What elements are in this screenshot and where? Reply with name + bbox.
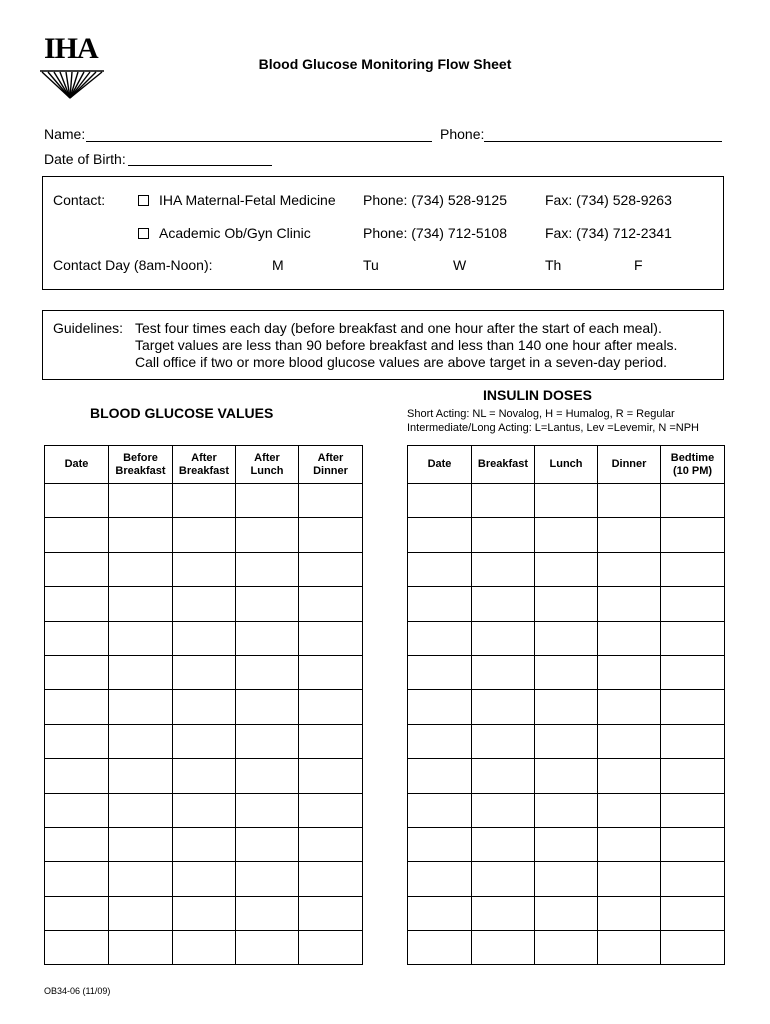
entry-cell[interactable] — [408, 931, 472, 965]
form-code: OB34-06 (11/09) — [44, 986, 111, 996]
entry-cell[interactable] — [299, 518, 363, 552]
entry-cell[interactable] — [472, 621, 535, 655]
entry-cell[interactable] — [535, 690, 598, 724]
column-header-breakfast: Breakfast — [472, 446, 535, 484]
entry-cell[interactable] — [109, 552, 173, 586]
entry-cell[interactable] — [109, 690, 173, 724]
column-header-lunch: Lunch — [535, 446, 598, 484]
entry-cell[interactable] — [173, 690, 236, 724]
entry-cell[interactable] — [109, 896, 173, 930]
table-row — [408, 759, 725, 793]
entry-cell[interactable] — [661, 621, 725, 655]
entry-cell[interactable] — [408, 690, 472, 724]
entry-cell[interactable] — [598, 896, 661, 930]
entry-cell[interactable] — [299, 587, 363, 621]
entry-cell[interactable] — [472, 896, 535, 930]
entry-cell[interactable] — [535, 931, 598, 965]
entry-cell[interactable] — [661, 862, 725, 896]
entry-cell[interactable] — [299, 896, 363, 930]
table-row — [408, 484, 725, 518]
entry-cell[interactable] — [173, 655, 236, 689]
entry-cell[interactable] — [109, 931, 173, 965]
entry-cell[interactable] — [598, 552, 661, 586]
entry-cell[interactable] — [173, 896, 236, 930]
entry-cell[interactable] — [535, 621, 598, 655]
contact-day-w[interactable]: W — [453, 257, 467, 273]
table-row — [408, 552, 725, 586]
entry-cell[interactable] — [45, 518, 109, 552]
guidelines-label: Guidelines: — [53, 320, 124, 336]
entry-cell[interactable] — [299, 690, 363, 724]
entry-cell[interactable] — [236, 690, 299, 724]
table-row — [408, 518, 725, 552]
entry-cell[interactable] — [109, 655, 173, 689]
entry-cell[interactable] — [173, 793, 236, 827]
entry-cell[interactable] — [173, 621, 236, 655]
entry-cell[interactable] — [299, 862, 363, 896]
table-row — [408, 931, 725, 965]
contact-box — [42, 176, 724, 290]
table-row — [45, 484, 363, 518]
contact-fax-academic-obgyn: Fax: (734) 712-2341 — [545, 225, 672, 241]
page-title: Blood Glucose Monitoring Flow Sheet — [258, 56, 512, 72]
entry-cell[interactable] — [535, 862, 598, 896]
entry-cell[interactable] — [45, 587, 109, 621]
table-row — [45, 827, 363, 861]
entry-cell[interactable] — [598, 690, 661, 724]
table-row — [45, 587, 363, 621]
entry-cell[interactable] — [472, 724, 535, 758]
column-header-after-breakfast: After Breakfast — [173, 446, 236, 484]
table-row — [408, 621, 725, 655]
entry-cell[interactable] — [598, 655, 661, 689]
entry-cell[interactable] — [299, 793, 363, 827]
entry-cell[interactable] — [408, 759, 472, 793]
guideline-line: Call office if two or more blood glucose values are above target in a seven-day period. — [135, 354, 668, 370]
entry-cell[interactable] — [45, 690, 109, 724]
entry-cell[interactable] — [299, 931, 363, 965]
entry-cell[interactable] — [535, 896, 598, 930]
entry-cell[interactable] — [408, 793, 472, 827]
column-header-after-dinner: After Dinner — [299, 446, 363, 484]
entry-cell[interactable] — [109, 827, 173, 861]
table-row — [45, 862, 363, 896]
column-header-dinner: Dinner — [598, 446, 661, 484]
entry-cell[interactable] — [299, 827, 363, 861]
column-header-date: Date — [408, 446, 472, 484]
entry-cell[interactable] — [45, 896, 109, 930]
entry-cell[interactable] — [661, 793, 725, 827]
entry-cell[interactable] — [661, 655, 725, 689]
entry-cell[interactable] — [472, 552, 535, 586]
entry-cell[interactable] — [109, 587, 173, 621]
entry-cell[interactable] — [236, 655, 299, 689]
guideline-line: Test four times each day (before breakfast and one hour after the start of each meal). — [135, 320, 662, 336]
entry-cell[interactable] — [45, 724, 109, 758]
entry-cell[interactable] — [299, 621, 363, 655]
entry-cell[interactable] — [408, 896, 472, 930]
contact-option-academic-obgyn: Academic Ob/Gyn Clinic — [159, 225, 311, 241]
table-row — [408, 862, 725, 896]
entry-cell[interactable] — [598, 484, 661, 518]
column-header-before-breakfast: Before Breakfast — [109, 446, 173, 484]
entry-cell[interactable] — [408, 655, 472, 689]
table-row — [45, 759, 363, 793]
contact-phone-maternal-fetal: Phone: (734) 528-9125 — [363, 192, 507, 208]
entry-cell[interactable] — [535, 724, 598, 758]
entry-cell[interactable] — [45, 827, 109, 861]
entry-cell[interactable] — [598, 518, 661, 552]
insulin-note-short: Short Acting: NL = Novalog, H = Humalog, R = Regular — [407, 408, 675, 420]
entry-cell[interactable] — [472, 655, 535, 689]
table-row — [45, 690, 363, 724]
entry-cell[interactable] — [173, 827, 236, 861]
entry-cell[interactable] — [45, 484, 109, 518]
entry-cell[interactable] — [408, 862, 472, 896]
entry-cell[interactable] — [661, 931, 725, 965]
entry-cell[interactable] — [45, 862, 109, 896]
insulin-note-long: Intermediate/Long Acting: L=Lantus, Lev =Levemir, N =NPH — [407, 422, 699, 434]
table-row — [408, 793, 725, 827]
entry-cell[interactable] — [109, 862, 173, 896]
entry-cell[interactable] — [535, 827, 598, 861]
entry-cell[interactable] — [236, 484, 299, 518]
entry-cell[interactable] — [472, 690, 535, 724]
entry-cell[interactable] — [535, 655, 598, 689]
entry-cell[interactable] — [661, 484, 725, 518]
table-row — [408, 690, 725, 724]
entry-cell[interactable] — [45, 793, 109, 827]
entry-cell[interactable] — [236, 931, 299, 965]
entry-cell[interactable] — [173, 552, 236, 586]
table-row — [408, 655, 725, 689]
entry-cell[interactable] — [535, 759, 598, 793]
table-row — [45, 552, 363, 586]
entry-cell[interactable] — [535, 552, 598, 586]
contact-label: Contact: — [53, 192, 106, 208]
entry-cell[interactable] — [598, 587, 661, 621]
entry-cell[interactable] — [236, 793, 299, 827]
entry-cell[interactable] — [45, 621, 109, 655]
entry-cell[interactable] — [109, 484, 173, 518]
entry-cell[interactable] — [598, 827, 661, 861]
entry-cell[interactable] — [598, 793, 661, 827]
entry-cell[interactable] — [109, 759, 173, 793]
entry-cell[interactable] — [236, 518, 299, 552]
contact-day-f[interactable]: F — [634, 257, 643, 273]
glucose-values-title: BLOOD GLUCOSE VALUES — [90, 405, 274, 421]
entry-cell[interactable] — [45, 931, 109, 965]
entry-cell[interactable] — [408, 484, 472, 518]
entry-cell[interactable] — [661, 518, 725, 552]
entry-cell[interactable] — [299, 552, 363, 586]
entry-cell[interactable] — [109, 724, 173, 758]
glucose-table — [44, 445, 363, 965]
table-row — [408, 827, 725, 861]
entry-cell[interactable] — [408, 587, 472, 621]
entry-cell[interactable] — [598, 759, 661, 793]
table-row — [408, 896, 725, 930]
entry-cell[interactable] — [661, 896, 725, 930]
entry-cell[interactable] — [535, 793, 598, 827]
entry-cell[interactable] — [472, 518, 535, 552]
entry-cell[interactable] — [472, 793, 535, 827]
table-row — [45, 793, 363, 827]
entry-cell[interactable] — [236, 621, 299, 655]
entry-cell[interactable] — [236, 587, 299, 621]
entry-cell[interactable] — [408, 827, 472, 861]
entry-cell[interactable] — [598, 724, 661, 758]
insulin-doses-title: INSULIN DOSES — [483, 387, 592, 403]
entry-cell[interactable] — [472, 759, 535, 793]
entry-cell[interactable] — [598, 862, 661, 896]
contact-day-th[interactable]: Th — [545, 257, 562, 273]
contact-day-label: Contact Day (8am-Noon): — [53, 257, 213, 273]
entry-cell[interactable] — [472, 931, 535, 965]
entry-cell[interactable] — [173, 931, 236, 965]
entry-cell[interactable] — [408, 621, 472, 655]
entry-cell[interactable] — [236, 552, 299, 586]
contact-day-tu[interactable]: Tu — [363, 257, 379, 273]
entry-cell[interactable] — [109, 793, 173, 827]
entry-cell[interactable] — [535, 587, 598, 621]
contact-option-maternal-fetal: IHA Maternal-Fetal Medicine — [159, 192, 336, 208]
entry-cell[interactable] — [173, 484, 236, 518]
table-row — [45, 724, 363, 758]
entry-cell[interactable] — [299, 484, 363, 518]
entry-cell[interactable] — [472, 862, 535, 896]
entry-cell[interactable] — [236, 862, 299, 896]
maternal-fetal-checkbox[interactable] — [138, 195, 149, 206]
entry-cell[interactable] — [661, 587, 725, 621]
entry-cell[interactable] — [472, 827, 535, 861]
entry-cell[interactable] — [299, 655, 363, 689]
entry-cell[interactable] — [45, 759, 109, 793]
entry-cell[interactable] — [408, 518, 472, 552]
entry-cell[interactable] — [173, 587, 236, 621]
name-label: Name: — [44, 126, 86, 142]
entry-cell[interactable] — [236, 724, 299, 758]
entry-cell[interactable] — [472, 484, 535, 518]
entry-cell[interactable] — [661, 724, 725, 758]
dob-field[interactable] — [128, 165, 272, 166]
table-row — [45, 621, 363, 655]
table-row — [45, 518, 363, 552]
logo-text: IHA — [44, 32, 98, 65]
entry-cell[interactable] — [236, 827, 299, 861]
table-row — [45, 931, 363, 965]
guideline-line: Target values are less than 90 before breakfast and less than 140 one hour after meals. — [135, 337, 678, 353]
entry-cell[interactable] — [598, 931, 661, 965]
sunburst-icon — [40, 70, 104, 100]
contact-phone-academic-obgyn: Phone: (734) 712-5108 — [363, 225, 507, 241]
entry-cell[interactable] — [408, 724, 472, 758]
dob-label: Date of Birth: — [44, 151, 126, 167]
entry-cell[interactable] — [299, 724, 363, 758]
entry-cell[interactable] — [535, 518, 598, 552]
entry-cell[interactable] — [45, 655, 109, 689]
column-header-bedtime: Bedtime (10 PM) — [661, 446, 725, 484]
entry-cell[interactable] — [661, 827, 725, 861]
table-row — [408, 587, 725, 621]
table-row — [45, 896, 363, 930]
column-header-date: Date — [45, 446, 109, 484]
entry-cell[interactable] — [236, 896, 299, 930]
phone-field[interactable] — [484, 141, 722, 142]
entry-cell[interactable] — [299, 759, 363, 793]
guidelines-box — [42, 310, 724, 380]
entry-cell[interactable] — [173, 724, 236, 758]
column-header-after-lunch: After Lunch — [236, 446, 299, 484]
entry-cell[interactable] — [661, 552, 725, 586]
academic-obgyn-checkbox[interactable] — [138, 228, 149, 239]
entry-cell[interactable] — [535, 484, 598, 518]
entry-cell[interactable] — [173, 862, 236, 896]
table-header-row — [408, 446, 725, 484]
entry-cell[interactable] — [173, 518, 236, 552]
phone-label: Phone: — [440, 126, 485, 142]
entry-cell[interactable] — [45, 552, 109, 586]
entry-cell[interactable] — [109, 518, 173, 552]
contact-fax-maternal-fetal: Fax: (734) 528-9263 — [545, 192, 672, 208]
entry-cell[interactable] — [661, 690, 725, 724]
entry-cell[interactable] — [472, 587, 535, 621]
entry-cell[interactable] — [408, 552, 472, 586]
entry-cell[interactable] — [598, 621, 661, 655]
name-field[interactable] — [86, 141, 432, 142]
entry-cell[interactable] — [109, 621, 173, 655]
table-row — [45, 655, 363, 689]
entry-cell[interactable] — [236, 759, 299, 793]
table-row — [408, 724, 725, 758]
contact-day-m[interactable]: M — [272, 257, 284, 273]
insulin-table — [407, 445, 725, 965]
entry-cell[interactable] — [661, 759, 725, 793]
table-header-row — [45, 446, 363, 484]
entry-cell[interactable] — [173, 759, 236, 793]
